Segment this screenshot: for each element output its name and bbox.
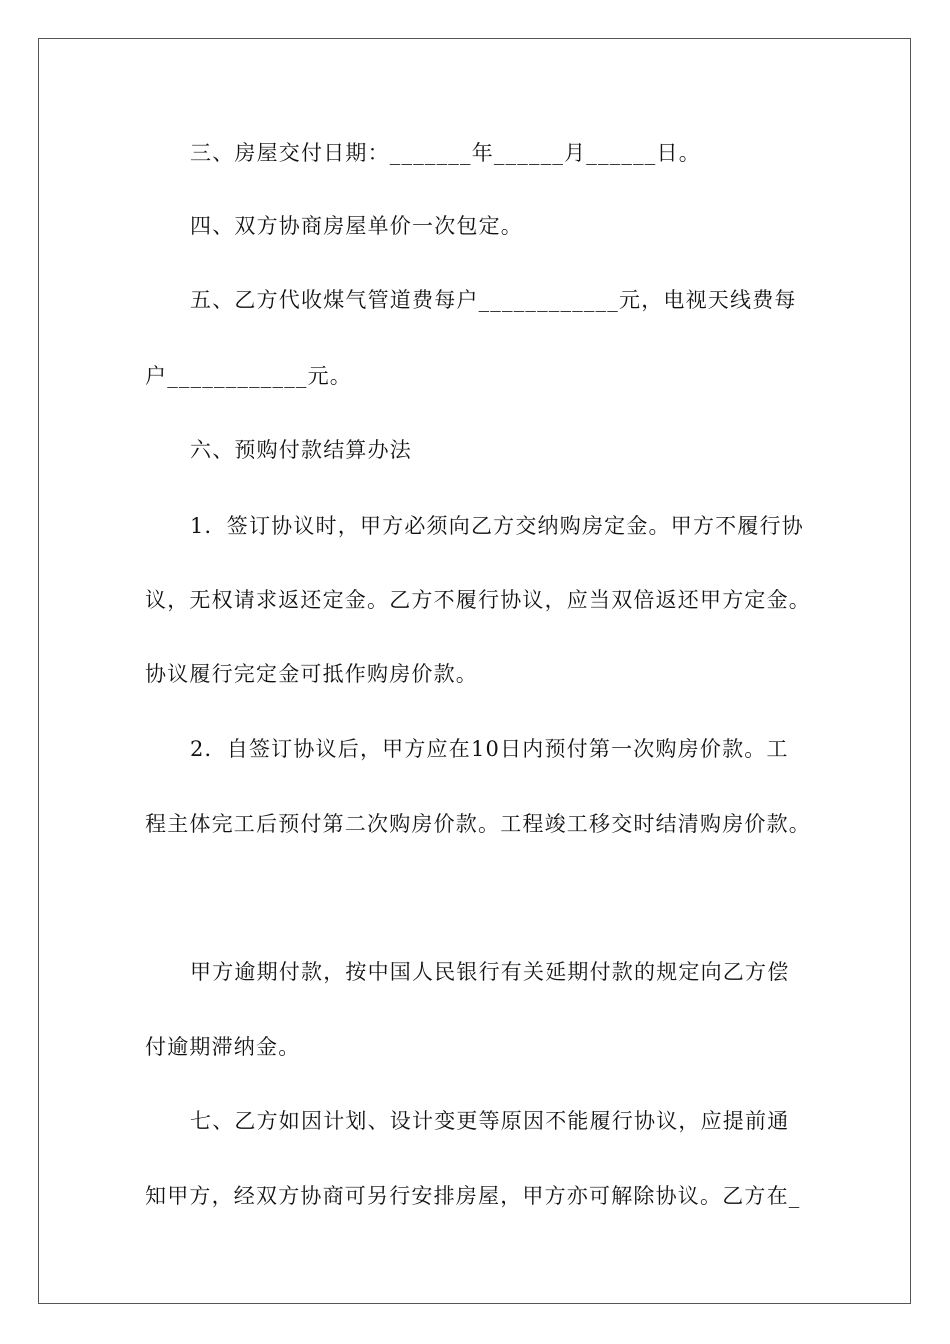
late-payment-paragraph: 甲方逾期付款，按中国人民银行有关延期付款的规定向乙方偿 xyxy=(190,960,790,984)
clause-6-item-1-cont2: 协议履行完定金可抵作购房价款。 xyxy=(145,662,478,686)
clause-4-unit-price: 四、双方协商房屋单价一次包定。 xyxy=(190,214,523,238)
clause-7: 七、乙方如因计划、设计变更等原因不能履行协议，应提前通 xyxy=(190,1109,790,1133)
late-payment-paragraph-cont: 付逾期滞纳金。 xyxy=(145,1035,301,1059)
clause-7-cont: 知甲方，经双方协商可另行安排房屋，甲方亦可解除协议。乙方在_ xyxy=(145,1184,801,1208)
clause-6-item-2-cont: 程主体完工后预付第二次购房价款。工程竣工移交时结清购房价款。 xyxy=(145,812,811,836)
clause-6-item-1: 1．签订协议时，甲方必须向乙方交纳购房定金。甲方不履行协 xyxy=(190,514,804,538)
clause-6-item-1-cont: 议，无权请求返还定金。乙方不履行协议，应当双倍返还甲方定金。 xyxy=(145,588,811,612)
clause-5-fees-cont: 户____________元。 xyxy=(145,364,352,388)
clause-6-heading: 六、预购付款结算办法 xyxy=(190,438,412,462)
clause-6-item-2: 2．自签订协议后，甲方应在10日内预付第一次购房价款。工 xyxy=(190,737,789,761)
clause-3-delivery-date: 三、房屋交付日期：_______年______月______日。 xyxy=(190,141,701,165)
clause-5-fees: 五、乙方代收煤气管道费每户____________元，电视天线费每 xyxy=(190,288,797,312)
